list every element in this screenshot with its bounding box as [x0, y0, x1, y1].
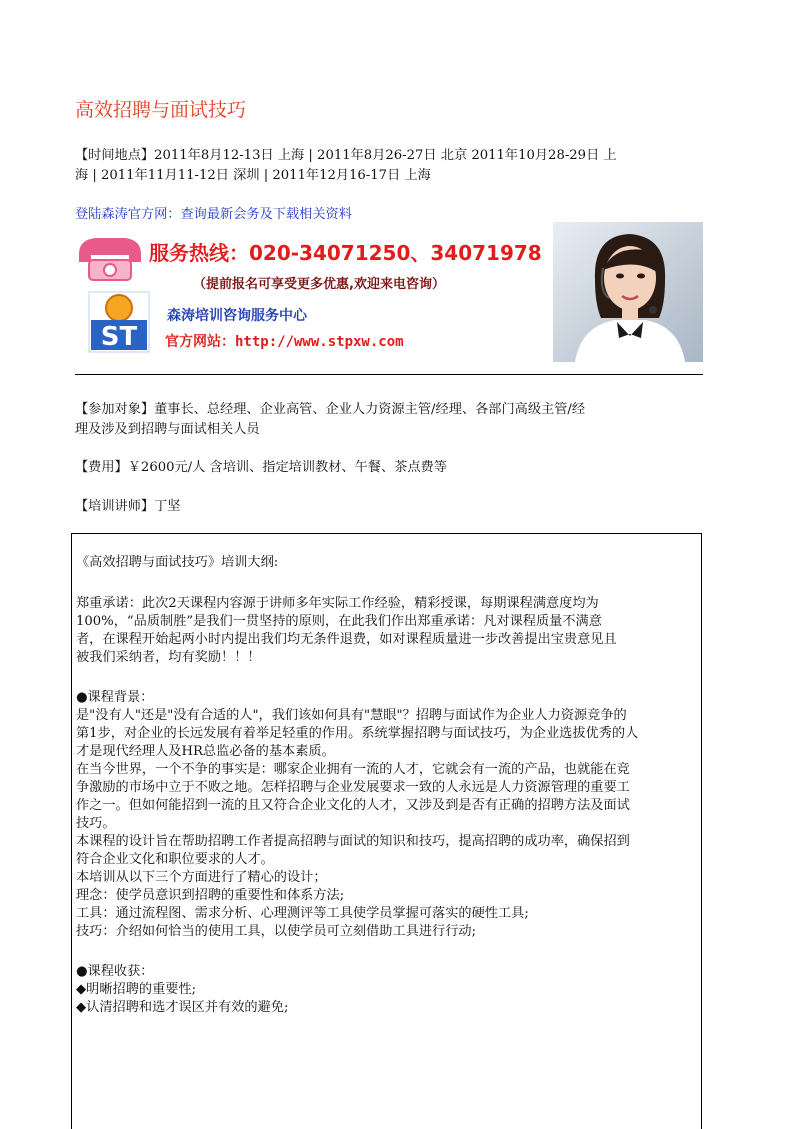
background-line: 技巧：介绍如何恰当的使用工具，以使学员可立刻借助工具进行行动; [76, 924, 477, 939]
background-line: 是"没有人"还是"没有合适的人"，我们该如何具有"慧眼"？招聘与面试作为企业人力资源竞争的 [76, 708, 627, 723]
promise-line: 被我们采纳者，均有奖励！！！ [76, 650, 261, 665]
background-line: 争激励的市场中立于不败之地。怎样招聘与企业发展要求一致的人永远是人力资源管理的重要工 [76, 780, 630, 795]
background-line: 本课程的设计旨在帮助招聘工作者提高招聘与面试的知识和技巧，提高招聘的成功率，确保招到 [76, 834, 630, 849]
schedule-line: 海 | 2011年11月11-12日 深圳 | 2011年12月16-17日 上海 [75, 168, 431, 183]
schedule-line: 【时间地点】2011年8月12-13日 上海 | 2011年8月26-27日 北京 2011年10月28-29日 上 [75, 148, 617, 163]
st-logo-icon [89, 292, 149, 352]
official-site-link[interactable]: 登陆森涛官方网：查询最新会务及下载相关资料 [75, 207, 352, 222]
background-line: 才是现代经理人及HR总监必备的基本素质。 [76, 744, 335, 759]
instructor: 【培训讲师】丁坚 [75, 499, 181, 514]
logo-text: ST [100, 322, 138, 352]
gains-item: ◆认清招聘和选才误区并有效的避免; [76, 1000, 289, 1015]
promise-line: 100%，“品质制胜”是我们一贯坚持的原则，在此我们作出郑重承诺：凡对课程质量不满意 [76, 614, 602, 629]
telephone-icon [79, 238, 141, 280]
course-outline-box [71, 533, 702, 1129]
center-name: 森涛培训咨询服务中心 [167, 308, 307, 324]
promise-line: 者，在课程开始起两小时内提出我们均无条件退费，如对课程质量进一步改善提出宝贵意见且 [76, 632, 617, 647]
background-line: 第1步，对企业的长远发展有着举足轻重的作用。系统掌握招聘与面试技巧，为企业选拔优秀的人 [76, 726, 639, 741]
customer-service-photo [553, 222, 703, 362]
banner-subtitle: （提前报名可享受更多优惠,欢迎来电咨询） [193, 277, 445, 292]
service-banner [75, 222, 703, 364]
audience-line: 理及涉及到招聘与面试相关人员 [75, 422, 260, 437]
audience-line: 【参加对象】董事长、总经理、企业高管、企业人力资源主管/经理、各部门高级主管/经 [75, 402, 586, 417]
audience [75, 400, 703, 440]
section-divider [75, 374, 703, 375]
outline-heading: 《高效招聘与面试技巧》培训大纲: [76, 555, 279, 570]
background-line: 作之一。但如何能招到一流的且又符合企业文化的人才，又涉及到是否有正确的招聘方法及面试 [76, 798, 630, 813]
banner-graphic [75, 222, 703, 364]
fee: 【费用】￥2600元/人 含培训、指定培训教材、午餐、茶点费等 [75, 460, 447, 475]
background-line: 符合企业文化和职位要求的人才。 [76, 852, 274, 867]
background-title: ●课程背景： [76, 690, 154, 705]
hotline-text: 服务热线：020-34071250、34071978 [149, 241, 542, 265]
gains-item: ◆明晰招聘的重要性; [76, 982, 197, 997]
website-text: 官方网站：http://www.stpxw.com [165, 334, 404, 350]
schedule [75, 146, 703, 186]
background-line: 本培训从以下三个方面进行了精心的设计； [76, 870, 327, 885]
page-title: 高效招聘与面试技巧 [75, 99, 247, 121]
background-line: 理念：使学员意识到招聘的重要性和体系方法; [76, 888, 345, 903]
gains-title: ●课程收获： [76, 964, 154, 979]
promise-line: 郑重承诺：此次2天课程内容源于讲师多年实际工作经验，精彩授课，每期课程满意度均为 [76, 596, 599, 611]
background-line: 技巧。 [76, 816, 116, 831]
background-line: 在当今世界，一个不争的事实是：哪家企业拥有一流的人才，它就会有一流的产品，也就能在竞 [76, 762, 630, 777]
background-line: 工具：通过流程图、需求分析、心理测评等工具使学员掌握可落实的硬性工具; [76, 906, 529, 921]
